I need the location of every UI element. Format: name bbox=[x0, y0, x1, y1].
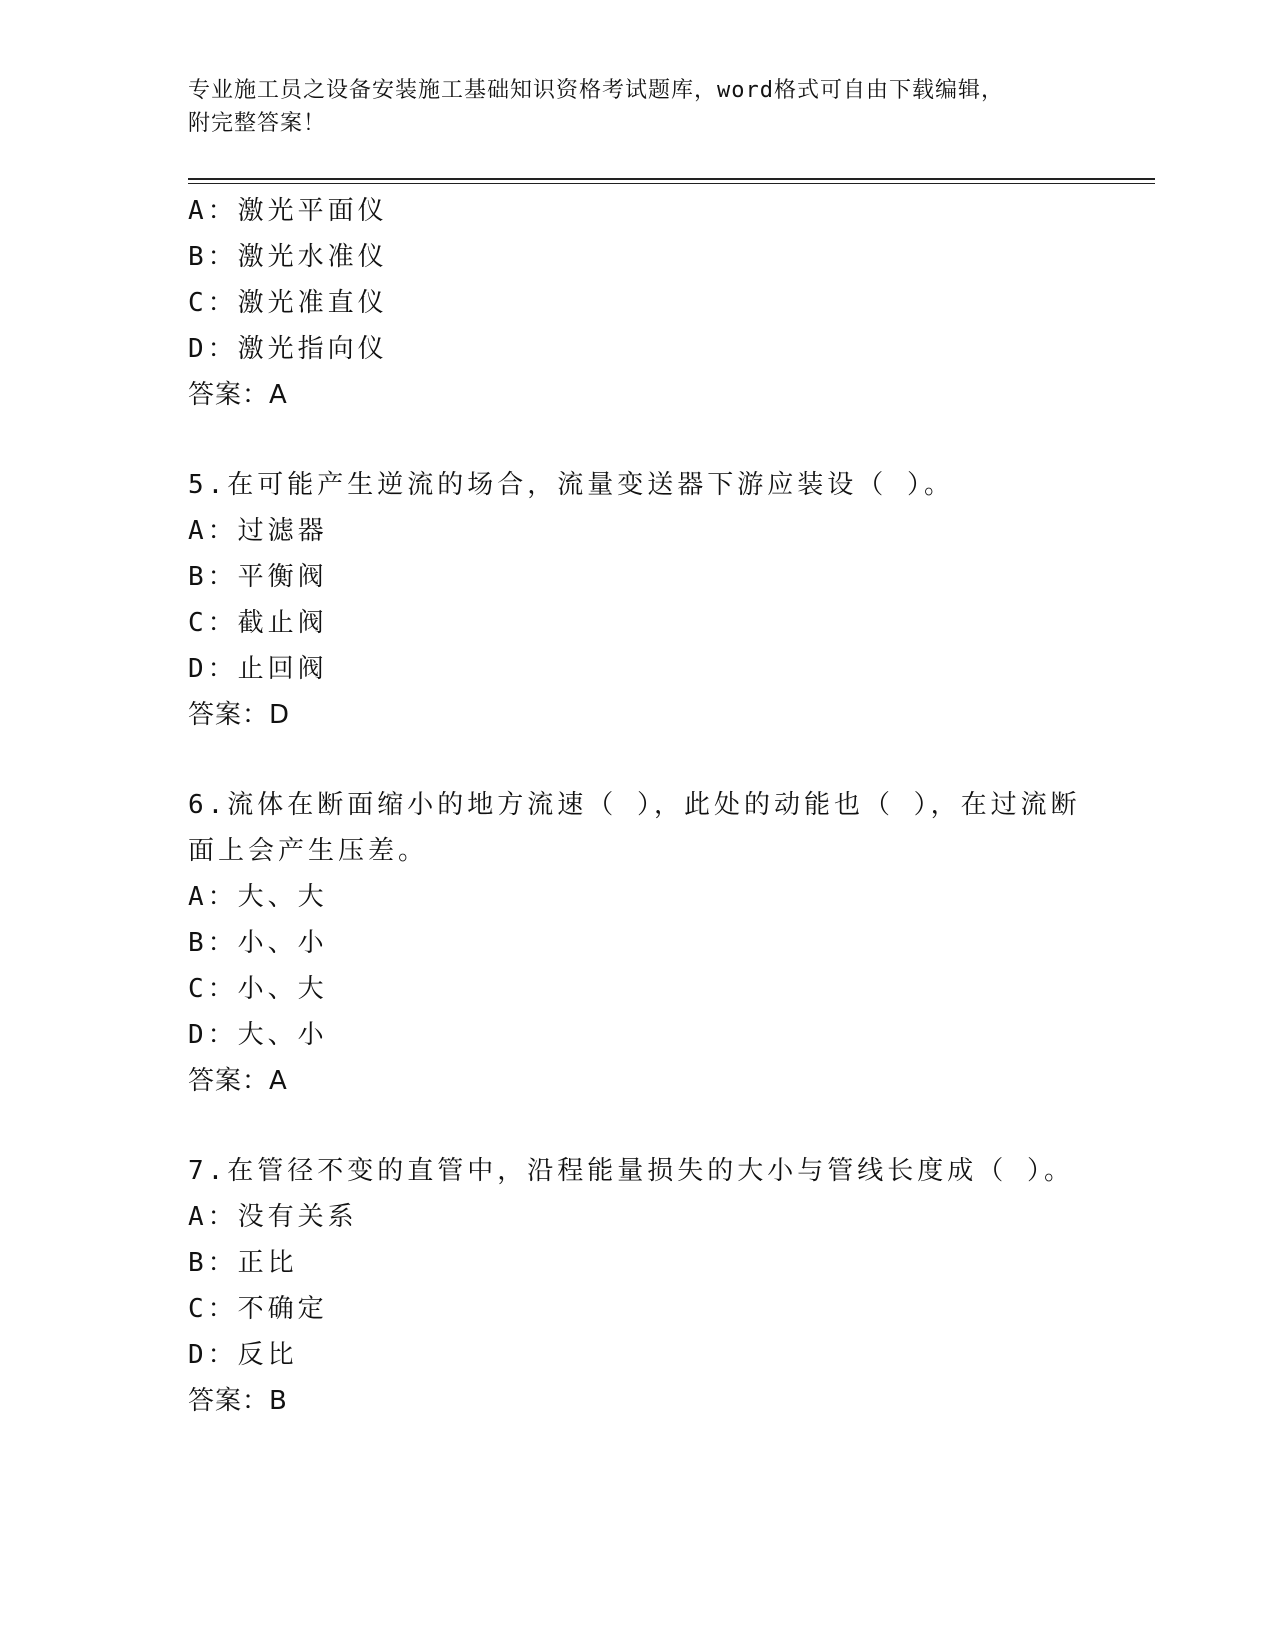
question-text-line-2: 面上会产生压差。 bbox=[188, 836, 429, 866]
answer-line: 答案：A bbox=[188, 1066, 288, 1096]
document-header bbox=[188, 74, 1088, 140]
question-text: 5.在可能产生逆流的场合，流量变送器下游应装设（ ）。 bbox=[188, 470, 954, 500]
option-b: B：激光水准仪 bbox=[188, 242, 388, 272]
question-7 bbox=[188, 1148, 1148, 1424]
option-a: A：大、大 bbox=[188, 882, 328, 912]
option-c: C：不确定 bbox=[188, 1294, 328, 1324]
header-divider-thin bbox=[188, 183, 1155, 184]
option-b: B：平衡阀 bbox=[188, 562, 328, 592]
option-a: A：过滤器 bbox=[188, 516, 328, 546]
option-c: C：激光准直仪 bbox=[188, 288, 388, 318]
question-4 bbox=[188, 188, 1148, 418]
option-b: B：小、小 bbox=[188, 928, 328, 958]
header-divider-thick bbox=[188, 178, 1155, 180]
option-d: D：激光指向仪 bbox=[188, 334, 388, 364]
question-6 bbox=[188, 782, 1148, 1104]
option-c: C：小、大 bbox=[188, 974, 328, 1004]
question-text-line-1: 6.流体在断面缩小的地方流速（ ），此处的动能也（ ），在过流断 bbox=[188, 790, 1081, 820]
option-d: D：大、小 bbox=[188, 1020, 328, 1050]
answer-line: 答案：A bbox=[188, 380, 288, 410]
option-d: D：反比 bbox=[188, 1340, 298, 1370]
option-a: A：没有关系 bbox=[188, 1202, 358, 1232]
option-a: A：激光平面仪 bbox=[188, 196, 388, 226]
question-list bbox=[188, 188, 1148, 1424]
answer-line: 答案：B bbox=[188, 1386, 288, 1416]
header-line-2: 附完整答案！ bbox=[188, 111, 327, 136]
option-c: C：截止阀 bbox=[188, 608, 328, 638]
question-5 bbox=[188, 462, 1148, 738]
answer-line: 答案：D bbox=[188, 700, 291, 730]
header-line-1: 专业施工员之设备安装施工基础知识资格考试题库，word格式可自由下载编辑， bbox=[188, 78, 1004, 103]
option-d: D：止回阀 bbox=[188, 654, 328, 684]
option-b: B：正比 bbox=[188, 1248, 298, 1278]
question-text: 7.在管径不变的直管中，沿程能量损失的大小与管线长度成（ ）。 bbox=[188, 1156, 1074, 1186]
